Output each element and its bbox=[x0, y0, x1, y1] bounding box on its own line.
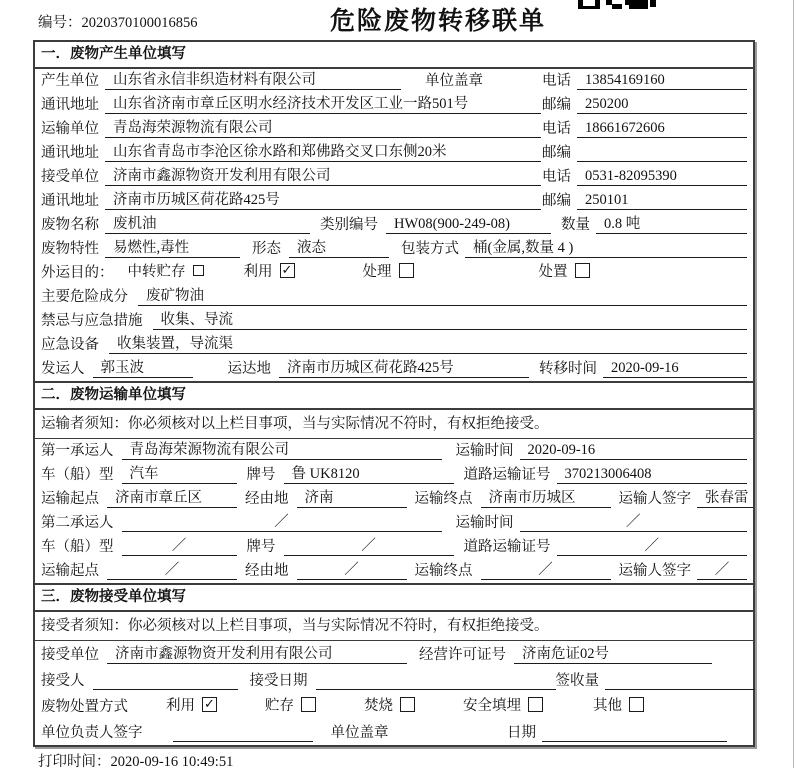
producer-address-value: 山东省济南市章丘区明水经济技术开发区工业一路501号 bbox=[105, 92, 541, 114]
waste-name-label: 废物名称 bbox=[41, 217, 99, 233]
accepting-unit-value: 济南市鑫源物资开发利用有限公司 bbox=[107, 642, 407, 664]
checked-checkbox-icon: ✓ bbox=[202, 697, 217, 712]
plate-number-value: 鲁 UK8120 bbox=[284, 462, 454, 484]
section-1 bbox=[35, 42, 753, 381]
unit-stamp2-label: 单位盖章 bbox=[330, 725, 389, 741]
producer-phone-label: 电话 bbox=[542, 73, 571, 89]
form-row bbox=[35, 69, 753, 93]
form-row bbox=[35, 439, 753, 463]
transporter-unit-value: 青岛海荣源物流有限公司 bbox=[105, 116, 541, 138]
received-amount-label: 签收量 bbox=[555, 673, 599, 689]
waste-name-value: 废机油 bbox=[105, 212, 310, 234]
first-carrier-label: 第一承运人 bbox=[41, 443, 114, 459]
transporter-signature2-value: ／ bbox=[697, 558, 747, 580]
qr-code-fragment bbox=[578, 0, 656, 10]
second-carrier-value: ／ bbox=[122, 510, 442, 532]
form-row bbox=[35, 309, 753, 333]
main-hazard-label: 主要危险成分 bbox=[41, 289, 128, 305]
first-carrier-value: 青岛海荣源物流有限公司 bbox=[122, 438, 442, 460]
form-row bbox=[35, 237, 753, 261]
business-license-value: 济南危证02号 bbox=[514, 642, 712, 664]
plate-number2-value: ／ bbox=[284, 534, 454, 556]
business-license-label: 经营许可证号 bbox=[419, 647, 506, 663]
outbound-purpose-label: 外运目的： bbox=[41, 265, 114, 281]
waste-property-value: 易燃性,毒性 bbox=[105, 236, 240, 258]
checkbox-icon bbox=[629, 697, 644, 712]
checkbox-treat bbox=[363, 260, 414, 282]
checkbox-treat-label: 处理 bbox=[362, 264, 392, 280]
transport-time-value: 2020-09-16 bbox=[520, 442, 748, 460]
checkbox-landfill bbox=[463, 694, 543, 716]
road-permit-value: 370213006408 bbox=[557, 466, 748, 484]
via2-value: ／ bbox=[297, 558, 407, 580]
checkbox-transfer-storage bbox=[128, 260, 204, 282]
vehicle-type2-label: 车（船）型 bbox=[41, 539, 114, 555]
transport-time2-label: 运输时间 bbox=[455, 515, 514, 531]
emergency-equipment-label: 应急设备 bbox=[41, 337, 99, 353]
vehicle-type-label: 车（船）型 bbox=[41, 467, 114, 483]
receiver-phone-value: 0531-82095390 bbox=[577, 168, 747, 186]
form-row bbox=[35, 213, 753, 237]
checked-checkbox-icon: ✓ bbox=[280, 263, 295, 278]
checkbox-icon bbox=[575, 263, 590, 278]
accept-date-value bbox=[316, 689, 556, 690]
shipper-label: 发运人 bbox=[41, 361, 85, 377]
date-value bbox=[542, 741, 727, 742]
plate-number-label: 牌号 bbox=[246, 467, 276, 483]
receiver-phone-label: 电话 bbox=[542, 169, 571, 185]
shipper-value: 郭玉波 bbox=[93, 356, 193, 378]
transport-end-value: 济南市历城区 bbox=[481, 486, 611, 508]
form-row bbox=[35, 165, 753, 189]
main-hazard-value: 废矿物油 bbox=[138, 284, 747, 306]
transporter-postcode-value bbox=[577, 161, 747, 162]
transporter-phone-value: 18661672606 bbox=[577, 120, 747, 138]
accept-date-label: 接受日期 bbox=[249, 673, 308, 689]
transport-end-label: 运输终点 bbox=[414, 491, 473, 507]
checkbox-icon bbox=[399, 263, 414, 278]
scan-edge-line bbox=[793, 0, 794, 768]
emergency-measures-value: 收集、导流 bbox=[153, 308, 748, 330]
accepting-person-label: 接受人 bbox=[41, 673, 85, 689]
vehicle-type2-value: ／ bbox=[122, 534, 237, 556]
form-row bbox=[35, 641, 753, 667]
receiver-postcode-value: 250101 bbox=[577, 192, 747, 210]
producer-postcode-label: 邮编 bbox=[542, 97, 571, 113]
transport-end2-label: 运输终点 bbox=[414, 563, 473, 579]
section-2-header: 二．废物运输单位填写 bbox=[35, 383, 753, 410]
transfer-time-label: 转移时间 bbox=[539, 361, 597, 377]
print-time: 打印时间：2020-09-16 10:49:51 bbox=[38, 754, 234, 770]
responsible-signature-label: 单位负责人签字 bbox=[41, 725, 143, 741]
quantity-label: 数量 bbox=[561, 217, 590, 233]
accepting-person-value bbox=[93, 689, 238, 690]
form-row bbox=[35, 189, 753, 213]
transport-origin-value: 济南市章丘区 bbox=[107, 486, 237, 508]
form-row bbox=[35, 693, 753, 719]
vehicle-type-value: 汽车 bbox=[122, 462, 237, 484]
form-row bbox=[35, 667, 753, 693]
serial-number bbox=[38, 11, 198, 32]
form-row bbox=[35, 261, 753, 285]
producer-address-label: 通讯地址 bbox=[41, 97, 99, 113]
transporter-signature-value: 张春雷 bbox=[697, 486, 753, 508]
via2-label: 经由地 bbox=[245, 563, 289, 579]
receiver-address-value: 济南市历城区荷花路425号 bbox=[105, 188, 541, 210]
form-value: 液态 bbox=[289, 236, 389, 258]
transporter-signature-label: 运输人签字 bbox=[618, 491, 691, 507]
form-row bbox=[35, 559, 753, 583]
quantity-value: 0.8 吨 bbox=[596, 212, 747, 234]
transport-time2-value: ／ bbox=[520, 510, 748, 532]
transport-time-label: 运输时间 bbox=[455, 443, 514, 459]
form-row bbox=[35, 511, 753, 535]
packaging-label: 包装方式 bbox=[401, 241, 459, 257]
receiver-postcode-label: 邮编 bbox=[542, 193, 571, 209]
receiver-unit-value: 济南市鑫源物资开发利用有限公司 bbox=[105, 164, 541, 186]
checkbox-store-label: 贮存 bbox=[265, 698, 294, 714]
emergency-equipment-value: 收集装置，导流渠 bbox=[109, 332, 747, 354]
form-row bbox=[35, 719, 753, 745]
accepting-unit-label: 接受单位 bbox=[41, 647, 99, 663]
waste-property-label: 废物特性 bbox=[41, 241, 99, 257]
section-3-notice: 接受者须知：你必须核对以上栏目事项，当与实际情况不符时，有权拒绝接受。 bbox=[35, 612, 753, 641]
checkbox-icon bbox=[528, 697, 543, 712]
form-row bbox=[35, 141, 753, 165]
producer-phone-value: 13854169160 bbox=[577, 72, 747, 90]
checkbox-transfer-storage-label: 中转贮存 bbox=[127, 264, 186, 280]
checkbox-icon bbox=[301, 697, 316, 712]
received-amount-value bbox=[605, 689, 755, 690]
destination-label: 运达地 bbox=[227, 361, 271, 377]
checkbox-icon bbox=[400, 697, 415, 712]
form-row bbox=[35, 535, 753, 559]
road-permit2-label: 道路运输证号 bbox=[463, 539, 551, 555]
transporter-phone-label: 电话 bbox=[542, 121, 571, 137]
emergency-measures-label: 禁忌与应急措施 bbox=[41, 313, 143, 329]
checkbox-utilize-2-label: 利用 bbox=[166, 698, 195, 714]
checkbox-incinerate-label: 焚烧 bbox=[364, 698, 393, 714]
form-row bbox=[35, 285, 753, 309]
checkbox-incinerate bbox=[364, 694, 415, 716]
category-code-value: HW08(900-249-08) bbox=[386, 216, 551, 234]
transport-end2-value: ／ bbox=[481, 558, 611, 580]
checkbox-icon bbox=[193, 265, 204, 276]
section-3-header: 三．废物接受单位填写 bbox=[35, 585, 753, 612]
form-label: 形态 bbox=[252, 241, 281, 257]
checkbox-other bbox=[593, 694, 644, 716]
via-label: 经由地 bbox=[245, 491, 289, 507]
form-row bbox=[35, 357, 753, 381]
producer-unit-value: 山东省永信非织造材料有限公司 bbox=[105, 68, 401, 90]
section-2-notice: 运输者须知：你必须核对以上栏目事项，当与实际情况不符时，有权拒绝接受。 bbox=[35, 410, 753, 439]
transport-origin2-value: ／ bbox=[107, 558, 237, 580]
form-row bbox=[35, 463, 753, 487]
checkbox-landfill-label: 安全填埋 bbox=[463, 698, 521, 714]
category-code-label: 类别编号 bbox=[320, 217, 378, 233]
checkbox-store bbox=[265, 694, 316, 716]
form-table bbox=[33, 40, 755, 747]
checkbox-other-label: 其他 bbox=[593, 698, 622, 714]
via-value: 济南 bbox=[297, 486, 407, 508]
transporter-unit-label: 运输单位 bbox=[41, 121, 99, 137]
packaging-value: 桶(金属,数量 4 ) bbox=[465, 236, 747, 258]
transporter-address-label: 通讯地址 bbox=[41, 145, 99, 161]
page-title: 危险废物转移联单 bbox=[330, 7, 547, 35]
date-label: 日期 bbox=[507, 725, 536, 741]
checkbox-utilize-label: 利用 bbox=[243, 264, 273, 280]
checkbox-utilize bbox=[244, 260, 295, 282]
checkbox-utilize-2 bbox=[166, 694, 217, 716]
section-1-header: 一．废物产生单位填写 bbox=[35, 42, 753, 69]
checkbox-dispose bbox=[539, 260, 590, 282]
producer-unit-label: 产生单位 bbox=[41, 73, 99, 89]
serial-value: 2020370100016856 bbox=[81, 15, 198, 31]
unit-stamp-label: 单位盖章 bbox=[425, 73, 483, 89]
road-permit-label: 道路运输证号 bbox=[463, 467, 551, 483]
receiver-unit-label: 接受单位 bbox=[41, 169, 99, 185]
second-carrier-label: 第二承运人 bbox=[41, 515, 114, 531]
form-row bbox=[35, 93, 753, 117]
serial-label: 编号： bbox=[38, 15, 82, 31]
transfer-time-value: 2020-09-16 bbox=[603, 360, 747, 378]
transporter-postcode-label: 邮编 bbox=[542, 145, 571, 161]
road-permit2-value: ／ bbox=[557, 534, 748, 556]
receiver-address-label: 通讯地址 bbox=[41, 193, 99, 209]
form-row bbox=[35, 333, 753, 357]
checkbox-dispose-label: 处置 bbox=[538, 264, 568, 280]
transport-origin-label: 运输起点 bbox=[41, 491, 99, 507]
producer-postcode-value: 250200 bbox=[577, 96, 747, 114]
section-3 bbox=[35, 583, 753, 745]
transporter-signature2-label: 运输人签字 bbox=[618, 563, 691, 579]
plate-number2-label: 牌号 bbox=[246, 539, 276, 555]
responsible-signature-value bbox=[173, 741, 313, 742]
transporter-address-value: 山东省青岛市李沧区徐水路和郑佛路交叉口东侧20米 bbox=[105, 140, 541, 162]
section-2 bbox=[35, 381, 753, 583]
form-row bbox=[35, 117, 753, 141]
destination-value: 济南市历城区荷花路425号 bbox=[279, 356, 529, 378]
form-row bbox=[35, 487, 753, 511]
disposal-method-label: 废物处置方式 bbox=[41, 699, 128, 715]
transport-origin2-label: 运输起点 bbox=[41, 563, 99, 579]
